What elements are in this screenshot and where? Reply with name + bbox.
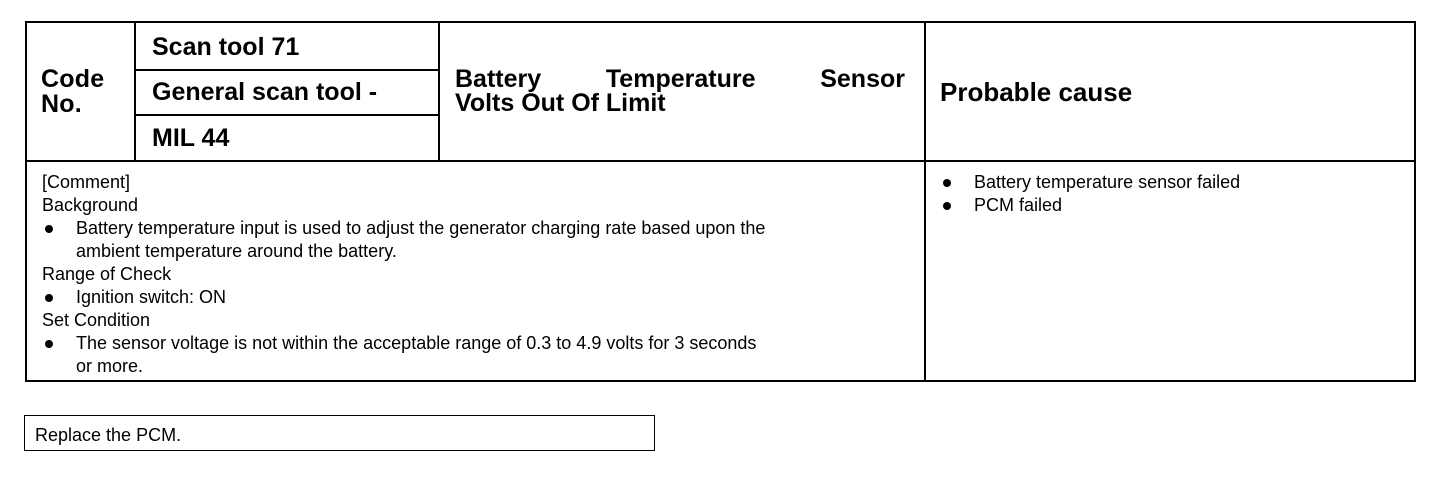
divider-scan-row-2: [134, 114, 440, 116]
list-item: [940, 171, 1400, 194]
bullet-icon: [943, 179, 951, 187]
title-line-2: Volts Out Of Limit: [455, 89, 666, 117]
title-line-1: [455, 67, 905, 91]
general-scan-tool-code: General scan tool -: [152, 78, 378, 106]
remedy-text: Replace the PCM.: [35, 425, 182, 445]
title-word-2: Temperature: [605, 65, 756, 93]
cause-text: Battery temperature sensor failed: [974, 172, 1241, 192]
title-word-3: Sensor: [820, 65, 905, 93]
background-label: Background: [42, 195, 139, 215]
bullet-icon: [943, 202, 951, 210]
range-of-check-label: Range of Check: [42, 264, 172, 284]
set-condition-bullet-line-1: The sensor voltage is not within the acceptable range of 0.3 to 4.9 volts for 3 seconds: [76, 333, 757, 353]
divider-cause-column: [924, 23, 926, 380]
range-bullet: [42, 286, 912, 309]
diagnostic-table: [25, 21, 1416, 382]
remedy-box: [24, 415, 655, 451]
comment-section: [42, 171, 912, 378]
range-bullet-text: Ignition switch: ON: [76, 287, 227, 307]
divider-scan-column: [438, 23, 440, 160]
background-bullet-line-2: ambient temperature around the battery.: [76, 241, 397, 261]
background-bullet-line-1: Battery temperature input is used to adjust the generator charging rate based upon the: [76, 218, 766, 238]
cause-text: PCM failed: [974, 195, 1063, 215]
code-no-label: [41, 67, 141, 117]
divider-scan-row-1: [134, 69, 440, 71]
scan-tool-code: Scan tool 71: [152, 33, 300, 61]
bullet-icon: [45, 225, 53, 233]
set-condition-bullet: [42, 332, 912, 378]
probable-cause-heading: Probable cause: [940, 77, 1133, 107]
divider-header-body: [27, 160, 1414, 162]
list-item: [940, 194, 1400, 217]
bullet-icon: [45, 340, 53, 348]
code-label-line1: Code: [41, 65, 105, 93]
title-word-1: Battery: [455, 65, 542, 93]
bullet-icon: [45, 294, 53, 302]
code-label-line2: No.: [41, 90, 82, 118]
set-condition-bullet-line-2: or more.: [76, 356, 144, 376]
background-bullet: [42, 217, 912, 263]
comment-label: [Comment]: [42, 172, 131, 192]
diagnostic-title: [455, 67, 905, 115]
probable-causes-list: [940, 171, 1400, 217]
mil-code: MIL 44: [152, 124, 230, 152]
set-condition-label: Set Condition: [42, 310, 151, 330]
